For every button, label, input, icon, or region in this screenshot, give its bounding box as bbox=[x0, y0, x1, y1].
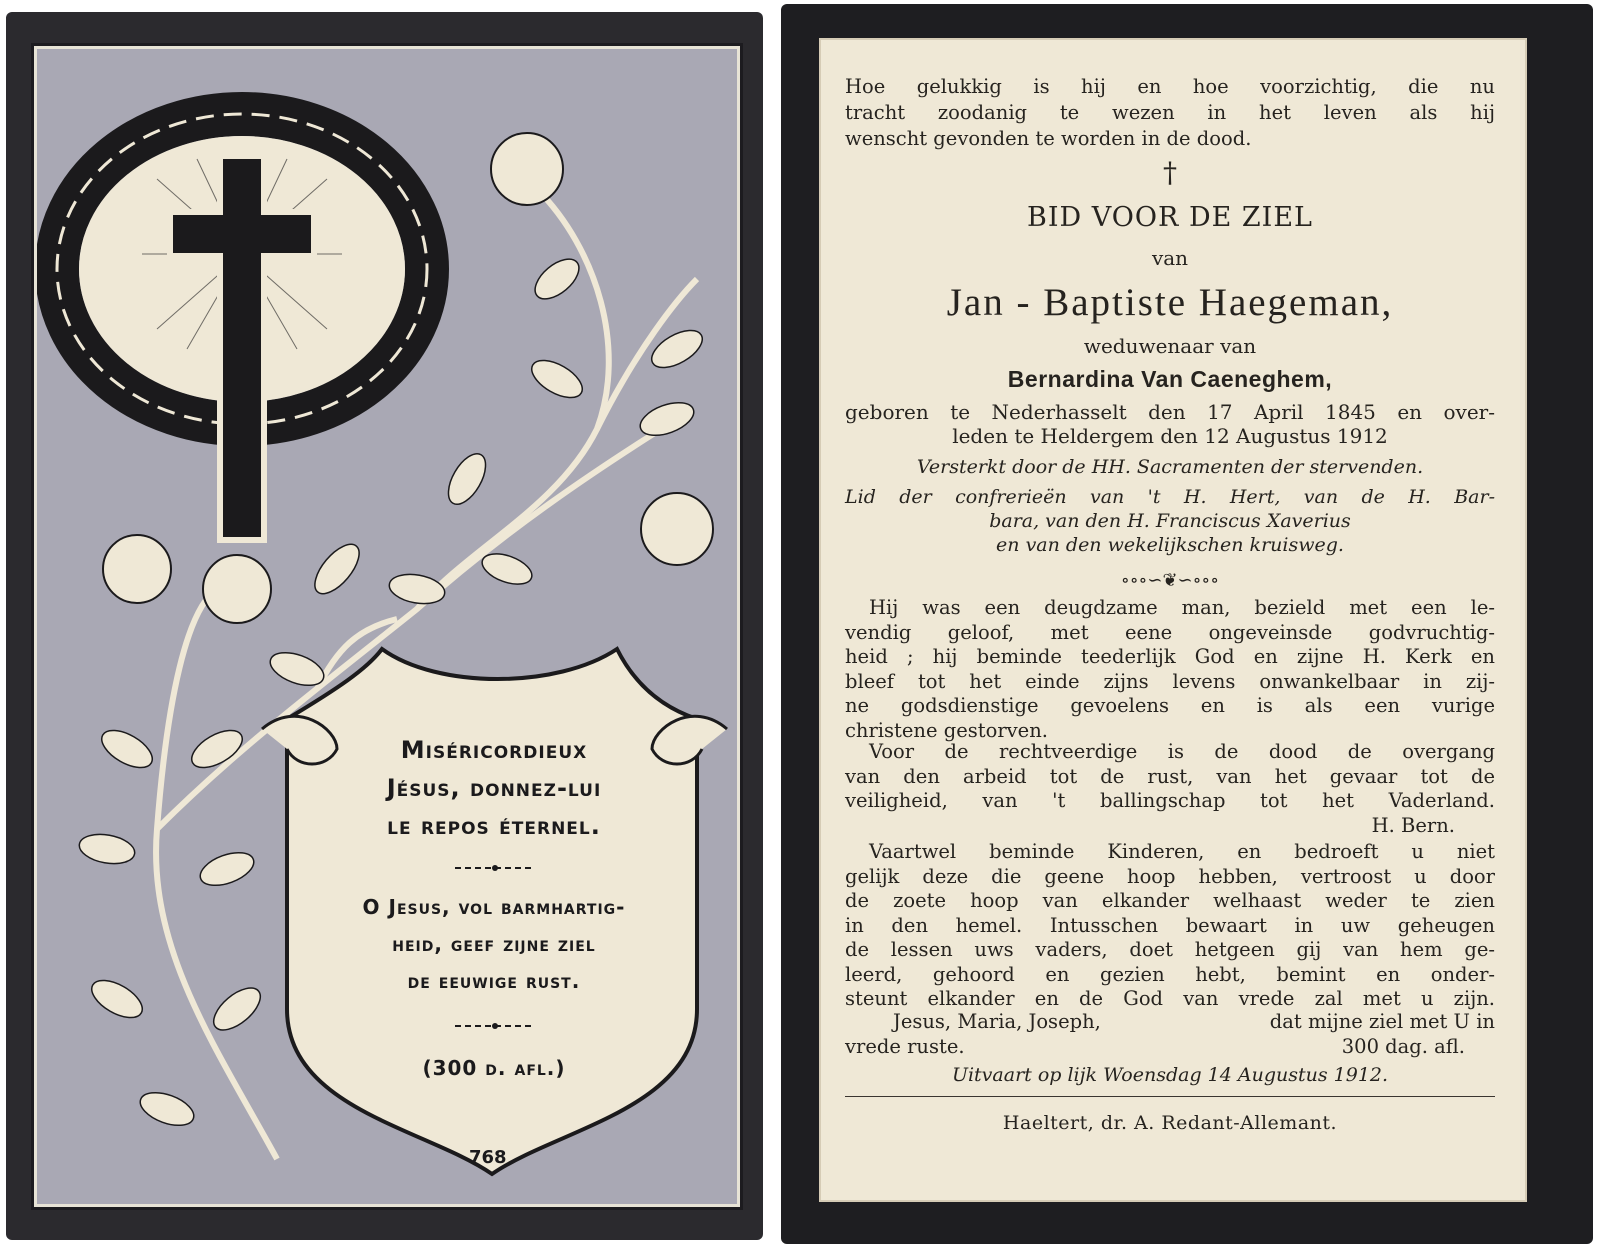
closing-prayer-left: Jesus, Maria, Joseph, bbox=[893, 1010, 1101, 1033]
prayer-french-line: le repos éternel. bbox=[387, 812, 601, 840]
biography-line: bleef tot het einde zijns levens onwankelbaar in zij- bbox=[845, 669, 1495, 693]
opening-quote-line: Hoe gelukkig is hij en hoe voorzichtig, die nu bbox=[845, 75, 1495, 98]
confraternity-line: Lid der confrerieën van 't H. Hert, van de H. Bar- bbox=[845, 486, 1495, 508]
farewell-line: gelijk deze die geene hoop hebben, vertroost u door bbox=[845, 864, 1495, 888]
ornamental-divider-icon: ∘∘∘∽❦∽∘∘∘ bbox=[1120, 570, 1220, 591]
confraternity-line: en van den wekelijkschen kruisweg. bbox=[996, 534, 1344, 556]
bernard-quote-line: veiligheid, van 't ballingschap tot het Vaderland. bbox=[845, 789, 1495, 812]
prayer-french-line: Jésus, donnez-lui bbox=[386, 774, 602, 802]
left-card bbox=[6, 12, 763, 1240]
prayer-dutch-line: heid, geef zijne ziel bbox=[392, 932, 596, 956]
prayer-heading: BID VOOR DE ZIEL bbox=[1027, 202, 1313, 233]
indulgence-days: 300 dag. afl. bbox=[1341, 1034, 1465, 1058]
farewell-line: de lessen uws vaders, doet hetgeen gij van hem ge- bbox=[845, 938, 1495, 961]
closing-prayer-row bbox=[845, 1010, 1495, 1035]
biography bbox=[845, 596, 1495, 743]
ornament-divider-icon bbox=[455, 863, 535, 873]
card-number: 768 bbox=[469, 1147, 507, 1168]
farewell-line: de zoete hoop van elkander welhaast weder te zien bbox=[845, 889, 1495, 912]
birth-death-details bbox=[845, 400, 1495, 448]
biography-line: Hij was een deugdzame man, bezield met een le- bbox=[869, 596, 1495, 619]
right-card bbox=[781, 4, 1593, 1244]
farewell-message bbox=[845, 840, 1495, 1012]
opening-quote-line: wenscht gevonden te worden in de dood. bbox=[845, 127, 1252, 150]
deceased-name: Jan - Baptiste Haegeman, bbox=[946, 281, 1394, 324]
prayer-dutch-line: O Jesus, vol barmhartig- bbox=[362, 895, 626, 919]
closing-prayer bbox=[845, 1010, 1495, 1059]
opening-quote-line: tracht zoodanig te wezen in het leven als hij bbox=[845, 101, 1495, 124]
widower-label: weduwenaar van bbox=[1083, 334, 1257, 358]
dagger-cross-icon: † bbox=[1163, 156, 1177, 189]
sacraments-note: Versterkt door de HH. Sacramenten der stervenden. bbox=[916, 456, 1424, 478]
farewell-line: leerd, gehoord en gezien hebt, bemint en onder- bbox=[845, 962, 1495, 986]
quote-source: H. Bern. bbox=[1371, 814, 1455, 837]
closing-prayer-right: dat mijne ziel met U in bbox=[1269, 1010, 1495, 1033]
prayer-french-line: Miséricordieux bbox=[400, 736, 588, 764]
farewell-line: in den hemel. Intusschen bewaart in uw geheugen bbox=[845, 913, 1495, 937]
indulgence-note: (300 d. afl.) bbox=[422, 1056, 566, 1080]
memorial-text-panel bbox=[819, 38, 1527, 1202]
birth-death-line: geboren te Nederhasselt den 17 April 1845 en over- bbox=[845, 400, 1495, 424]
prayer-french bbox=[299, 731, 689, 845]
left-card-illustration bbox=[37, 49, 737, 1204]
bernard-quote bbox=[845, 740, 1495, 814]
biography-line: heid ; hij beminde teederlijk God en zijne H. Kerk en bbox=[845, 645, 1495, 668]
ornament-divider-icon bbox=[455, 1021, 535, 1031]
birth-death-line: leden te Heldergem den 12 Augustus 1912 bbox=[952, 424, 1388, 448]
biography-line: vendig geloof, met eene ongeveinsde godvruchtig- bbox=[845, 620, 1495, 644]
confraternity-line: bara, van den H. Franciscus Xaverius bbox=[989, 510, 1351, 532]
closing-prayer-row bbox=[845, 1035, 1495, 1060]
prayer-dutch-line: de eeuwige rust. bbox=[407, 969, 581, 993]
biography-line: ne godsdienstige gevoelens en is als een vurige bbox=[845, 694, 1495, 717]
biography-line: christene gestorven. bbox=[845, 718, 1048, 742]
farewell-line: steunt elkander en de God van vrede zal met u zijn. bbox=[845, 987, 1495, 1010]
left-card-illustration-frame bbox=[34, 46, 740, 1207]
van-label: van bbox=[1151, 246, 1189, 270]
horizontal-rule bbox=[845, 1096, 1495, 1097]
funeral-date: Uitvaart op lijk Woensdag 14 Augustus 1912. bbox=[951, 1064, 1389, 1086]
bernard-quote-line: Voor de rechtveerdige is de dood de overgang bbox=[869, 740, 1495, 763]
bernard-quote-line: van den arbeid tot de rust, van het gevaar tot de bbox=[845, 764, 1495, 788]
printer-credit: Haeltert, dr. A. Redant-Allemant. bbox=[1002, 1112, 1338, 1134]
farewell-line: Vaartwel beminde Kinderen, en bedroeft u niet bbox=[869, 840, 1495, 863]
prayer-dutch bbox=[299, 889, 689, 1000]
confraternities bbox=[845, 485, 1495, 557]
closing-prayer-left: vrede ruste. bbox=[845, 1034, 965, 1058]
opening-quote bbox=[845, 74, 1495, 152]
spouse-name: Bernardina Van Caeneghem, bbox=[1007, 366, 1333, 392]
